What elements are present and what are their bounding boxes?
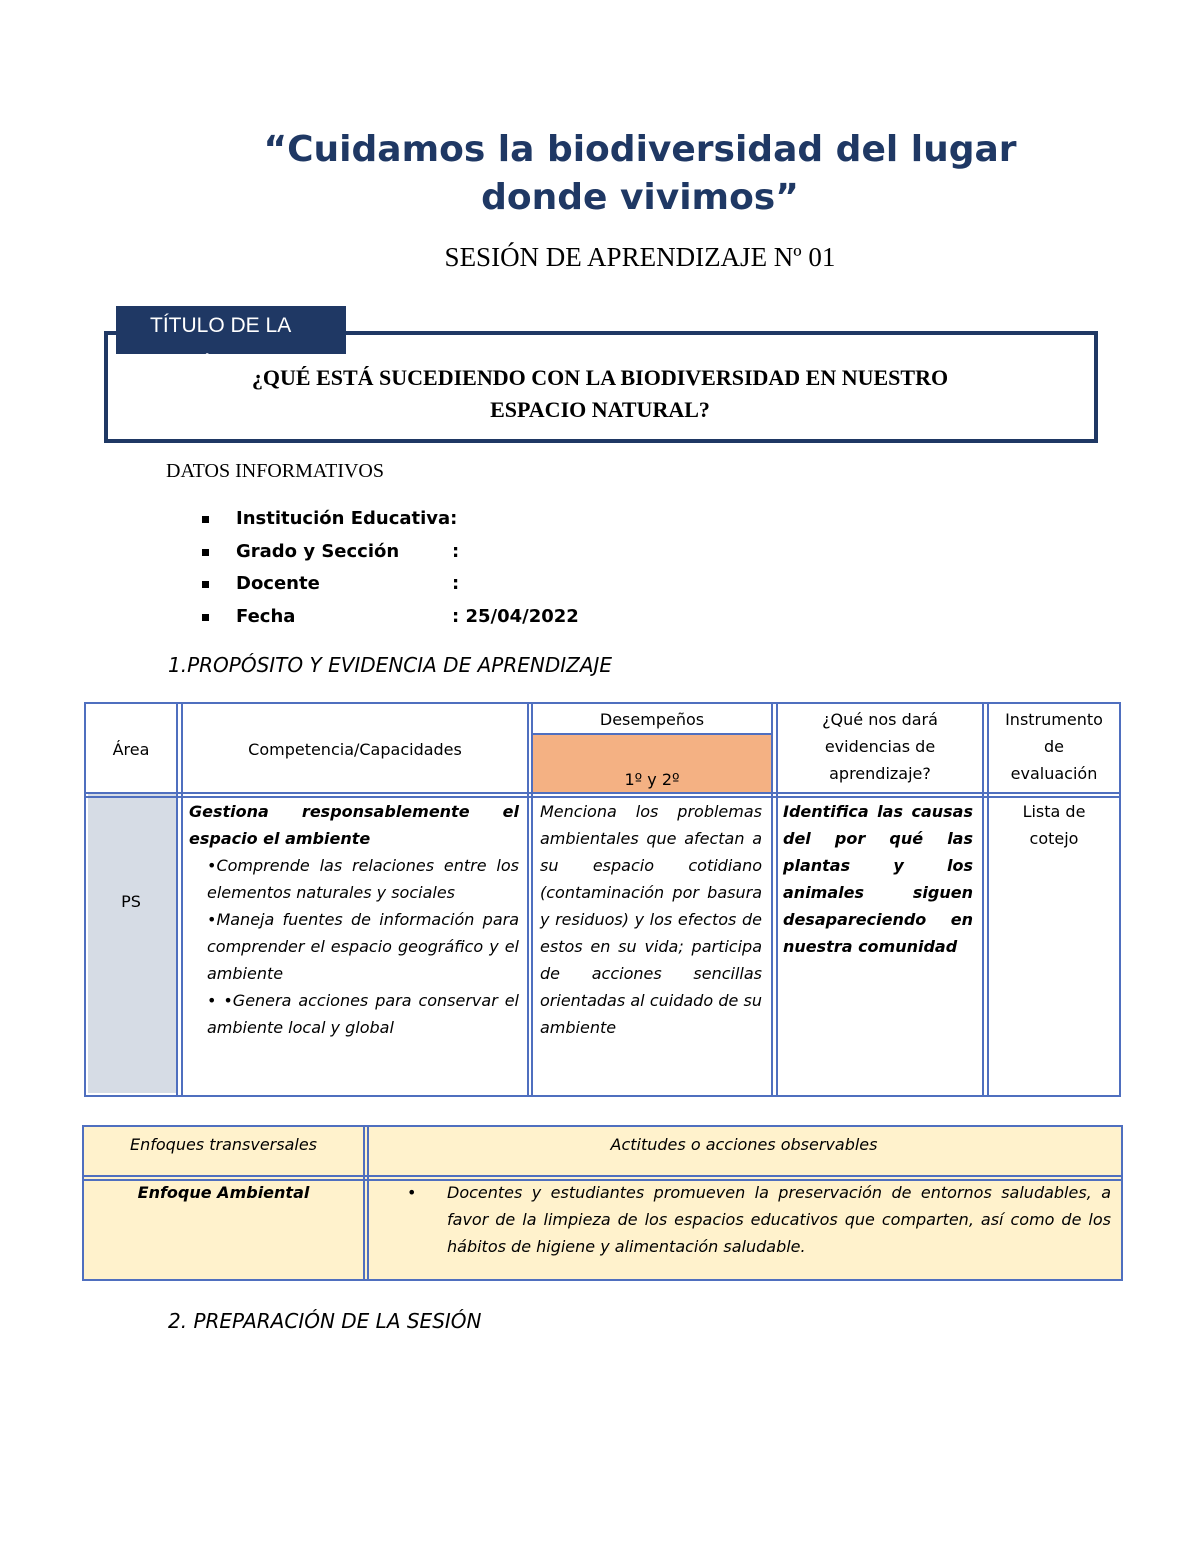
bullet-icon <box>202 516 209 523</box>
header-area: Área <box>112 740 150 759</box>
header-grado: 1º y 2º <box>624 770 680 789</box>
info-value: : <box>452 541 460 562</box>
competencia-cell <box>189 798 519 1041</box>
session-title-tab: TÍTULO DE LA SESIÓN <box>116 306 346 354</box>
section-1-heading: 1.PROPÓSITO Y EVIDENCIA DE APRENDIZAJE <box>168 653 613 677</box>
grid-line <box>531 704 533 1095</box>
instrumento-l2: cotejo <box>1029 829 1079 848</box>
header-competencia: Competencia/Capacidades <box>248 740 462 759</box>
capacidad-item: •Comprende las relaciones entre los elementos naturales y sociales <box>207 856 519 902</box>
actitud-text: Docentes y estudiantes promueven la preservación de entornos saludables, a favor de la limpieza de los espacios educativos que comparten, así como de los hábitos de higiene y alimentación saludable. <box>447 1183 1111 1256</box>
header-actitudes: Actitudes o acciones observables <box>610 1135 878 1154</box>
enfoque-value: Enfoque Ambiental <box>137 1183 310 1202</box>
info-label: Fecha <box>236 606 296 627</box>
capacidad-item: •Maneja fuentes de información para comprender el espacio geográfico y el ambiente <box>207 910 519 983</box>
competencia-title: Gestiona responsablemente el espacio el ambiente <box>189 802 519 848</box>
session-number: SESIÓN DE APRENDIZAJE Nº 01 <box>444 242 836 272</box>
instrumento-value <box>989 798 1119 852</box>
info-label: Docente <box>236 573 320 594</box>
info-label: Institución Educativa: <box>236 508 458 529</box>
grid-line <box>527 704 529 1095</box>
title-line-1: “Cuidamos la biodiversidad del lugar <box>263 129 1017 170</box>
bullet-icon <box>202 614 209 621</box>
header-evidencias-l2: evidencias de <box>824 737 936 756</box>
session-question-line-1: ¿QUÉ ESTÁ SUCEDIENDO CON LA BIODIVERSIDAD EN NUESTRO <box>251 365 949 390</box>
header-instrumento <box>989 706 1119 787</box>
header-evidencias <box>778 706 982 787</box>
datos-heading: DATOS INFORMATIVOS <box>166 460 384 482</box>
header-instrumento-l3: evaluación <box>1010 764 1098 783</box>
document-title <box>150 126 1130 222</box>
header-evidencias-l1: ¿Qué nos dará <box>822 710 938 729</box>
session-question-line-2: ESPACIO NATURAL? <box>490 397 710 422</box>
info-value: : 25/04/2022 <box>452 606 579 627</box>
grid-line <box>982 704 984 1095</box>
grid-line <box>176 704 178 1095</box>
actitud-cell <box>369 1179 1119 1260</box>
session-question <box>150 362 1050 426</box>
bullet-icon: • <box>407 1183 417 1202</box>
grid-line <box>531 733 771 735</box>
proposito-table <box>84 702 1121 1097</box>
bullet-icon <box>202 581 209 588</box>
grid-line <box>363 1127 365 1279</box>
info-value: : <box>452 573 460 594</box>
header-instrumento-l1: Instrumento <box>1005 710 1103 729</box>
header-desempenos: Desempeños <box>599 710 705 729</box>
area-cell-bg <box>88 794 176 1093</box>
area-value: PS <box>121 892 141 911</box>
header-evidencias-l3: aprendizaje? <box>829 764 931 783</box>
grid-line <box>771 704 773 1095</box>
instrumento-l1: Lista de <box>1022 802 1086 821</box>
header-enfoques: Enfoques transversales <box>129 1135 318 1154</box>
desempeno-text: Menciona los problemas ambientales que afectan a su espacio cotidiano (contaminación por basura y residuos) y los efectos de estos en su vida; participa de acciones sencillas orientadas al cuidado de su ambiente <box>540 802 762 1037</box>
info-label: Grado y Sección <box>236 541 400 562</box>
capacidad-item: • •Genera acciones para conservar el ambiente local y global <box>207 991 519 1037</box>
section-2-heading: 2. PREPARACIÓN DE LA SESIÓN <box>168 1309 482 1333</box>
title-line-2: donde vivimos” <box>481 177 799 218</box>
enfoques-table <box>82 1125 1123 1281</box>
evidencia-text: Identifica las causas del por qué las plantas y los animales siguen desapareciendo en nuestra comunidad <box>783 802 973 956</box>
grid-line <box>84 1175 1121 1177</box>
bullet-icon <box>202 549 209 556</box>
header-instrumento-l2: de <box>1044 737 1064 756</box>
